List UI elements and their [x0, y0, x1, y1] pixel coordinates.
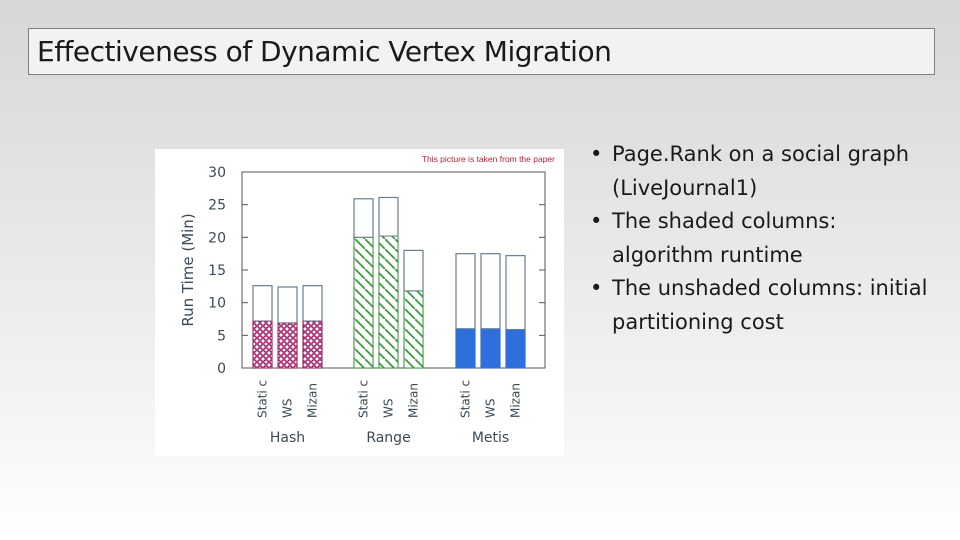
- y-tick-label: 20: [208, 230, 226, 247]
- bar-runtime: [253, 321, 272, 368]
- bar-runtime: [379, 236, 398, 368]
- y-tick-label: 0: [217, 361, 226, 377]
- category-label: WS: [381, 398, 396, 418]
- category-label: WS: [483, 398, 498, 418]
- category-label: Mizan: [508, 383, 523, 418]
- y-tick-label: 5: [217, 328, 226, 345]
- bullet-dot-icon: •: [590, 142, 603, 166]
- group-label: Metis: [471, 430, 510, 446]
- bar-runtime: [481, 329, 500, 368]
- bullet-dot-icon: •: [590, 276, 603, 300]
- category-label: Mizan: [406, 383, 421, 418]
- y-tick-label: 25: [208, 197, 226, 214]
- slide-title: Effectiveness of Dynamic Vertex Migration: [37, 35, 612, 68]
- bullet-dot-icon: •: [590, 209, 603, 233]
- bar-runtime: [506, 329, 525, 368]
- bullet-item: [590, 205, 940, 272]
- bullet-item: [590, 138, 940, 205]
- run-time-chart: [155, 149, 564, 456]
- bullet-text: The unshaded columns: initial partitioning cost: [612, 276, 928, 334]
- bar-runtime: [456, 329, 475, 368]
- bar-runtime: [354, 237, 373, 368]
- category-label: Stati c: [356, 379, 371, 418]
- y-axis-label: Run Time (Min): [179, 213, 197, 327]
- category-label: Mizan: [305, 383, 320, 418]
- group-label: Hash: [269, 430, 306, 446]
- bullet-item: [590, 272, 940, 339]
- figure-panel: [155, 149, 564, 456]
- category-label: WS: [280, 398, 295, 418]
- y-tick-label: 10: [208, 295, 226, 312]
- category-label: Stati c: [255, 379, 270, 418]
- y-tick-label: 15: [208, 263, 226, 279]
- group-label: Range: [366, 430, 411, 446]
- bar-runtime: [303, 321, 322, 368]
- bullet-list: [590, 138, 940, 339]
- bar-runtime: [404, 291, 423, 368]
- category-label: Stati c: [458, 379, 473, 418]
- y-tick-label: 30: [208, 165, 226, 181]
- bar-runtime: [278, 323, 297, 368]
- title-box: [28, 28, 935, 75]
- figure-note: This picture is taken from the paper: [421, 154, 555, 164]
- bullet-text: The shaded columns: algorithm runtime: [612, 209, 837, 267]
- bullet-text: Page.Rank on a social graph (LiveJournal1): [612, 142, 910, 200]
